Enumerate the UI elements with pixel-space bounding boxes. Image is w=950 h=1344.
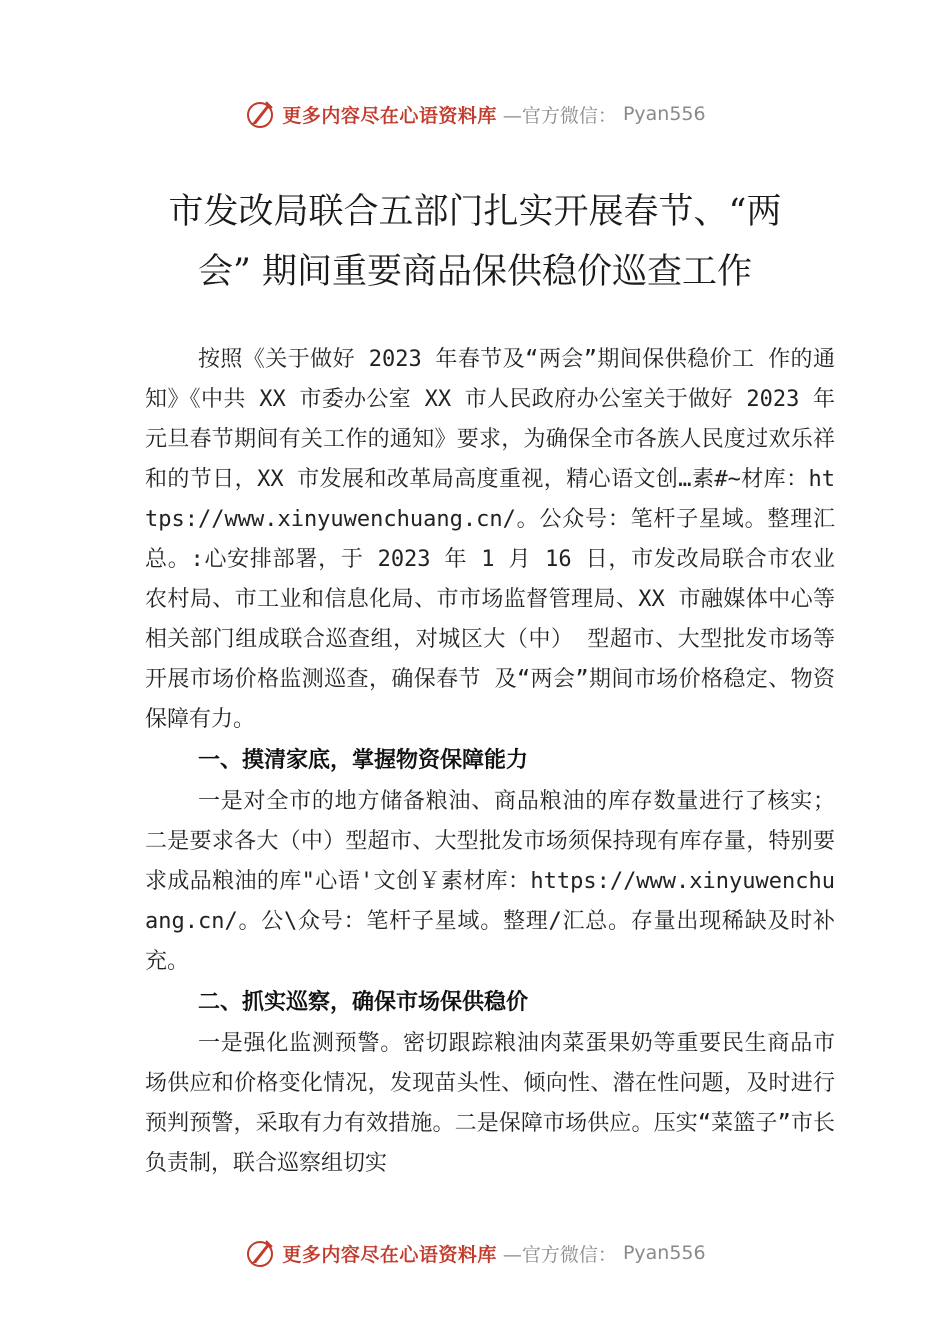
title-line-2: 会” 期间重要商品保供稳价巡查工作 xyxy=(197,252,753,292)
footer-watermark-banner xyxy=(0,1233,950,1273)
header-watermark-banner xyxy=(0,94,950,134)
paragraph-intro: 按照《关于做好 2023 年春节及“两会”期间保供稳价工 作的通知》《中共 XX 市委办公室 XX 市人民政府办公室关于做好 2023 年元旦春节期间有关工作的通知》要求，为确保全市各族人民度过欢乐祥和的节日，XX 市发展和改革局高度重视，精心语文创…素#~材库：https://www.xinyuwenchuang.cn/。公众号：笔杆子星域。整理汇总。:心安排部署，于 2023 年 1 月 16 日，市发改局联合市农业农村局、市工业和信息化局、市市场监督管理局、XX 市融媒体中心等相关部门组成联合巡查组，对城区大（中） 型超市、大型批发市场等开展市场价格监测巡查，确保春节 及“两会”期间市场价格稳定、物资保障有力。 xyxy=(145,347,835,732)
paragraph-section-2: 一是强化监测预警。密切跟踪粮油肉菜蛋果奶等重要民生商品市场供应和价格变化情况，发现苗头性、倾向性、潜在性问题，及时进行预判预警，采取有力有效措施。二是保障市场供应。压实“菜篮子”市长负责制，联合巡察组切实 xyxy=(145,1031,835,1176)
document-title xyxy=(0,182,950,302)
paragraph-section-1: 一是对全市的地方储备粮油、商品粮油的库存数量进行了核实；二是要求各大（中）型超市、大型批发市场须保持现有库存量，特别要求成品粮油的库"心语'文创￥素材库：https://www.xinyuwenchuang.cn/。公\众号：笔杆子星域。整理/汇总。存量出现稀缺及时补充。 xyxy=(145,789,835,974)
banner-wechat-id: Pyan556 xyxy=(622,1242,706,1264)
title-line-1: 市发改局联合五部门扎实开展春节、“两 xyxy=(168,192,782,232)
banner-wechat-id: Pyan556 xyxy=(622,103,706,125)
quill-pen-logo-icon xyxy=(244,98,276,130)
banner-grey-text: —官方微信： xyxy=(502,1243,617,1266)
section-heading-2: 二、抓实巡察，确保市场保供稳价 xyxy=(198,990,529,1015)
quill-pen-logo-icon xyxy=(244,1237,276,1269)
document-body xyxy=(145,340,835,1184)
banner-grey-text: —官方微信： xyxy=(502,104,617,127)
banner-red-text: 更多内容尽在心语资料库 xyxy=(282,1243,497,1266)
banner-red-text: 更多内容尽在心语资料库 xyxy=(282,104,497,127)
section-heading-1: 一、摸清家底，掌握物资保障能力 xyxy=(198,748,529,773)
